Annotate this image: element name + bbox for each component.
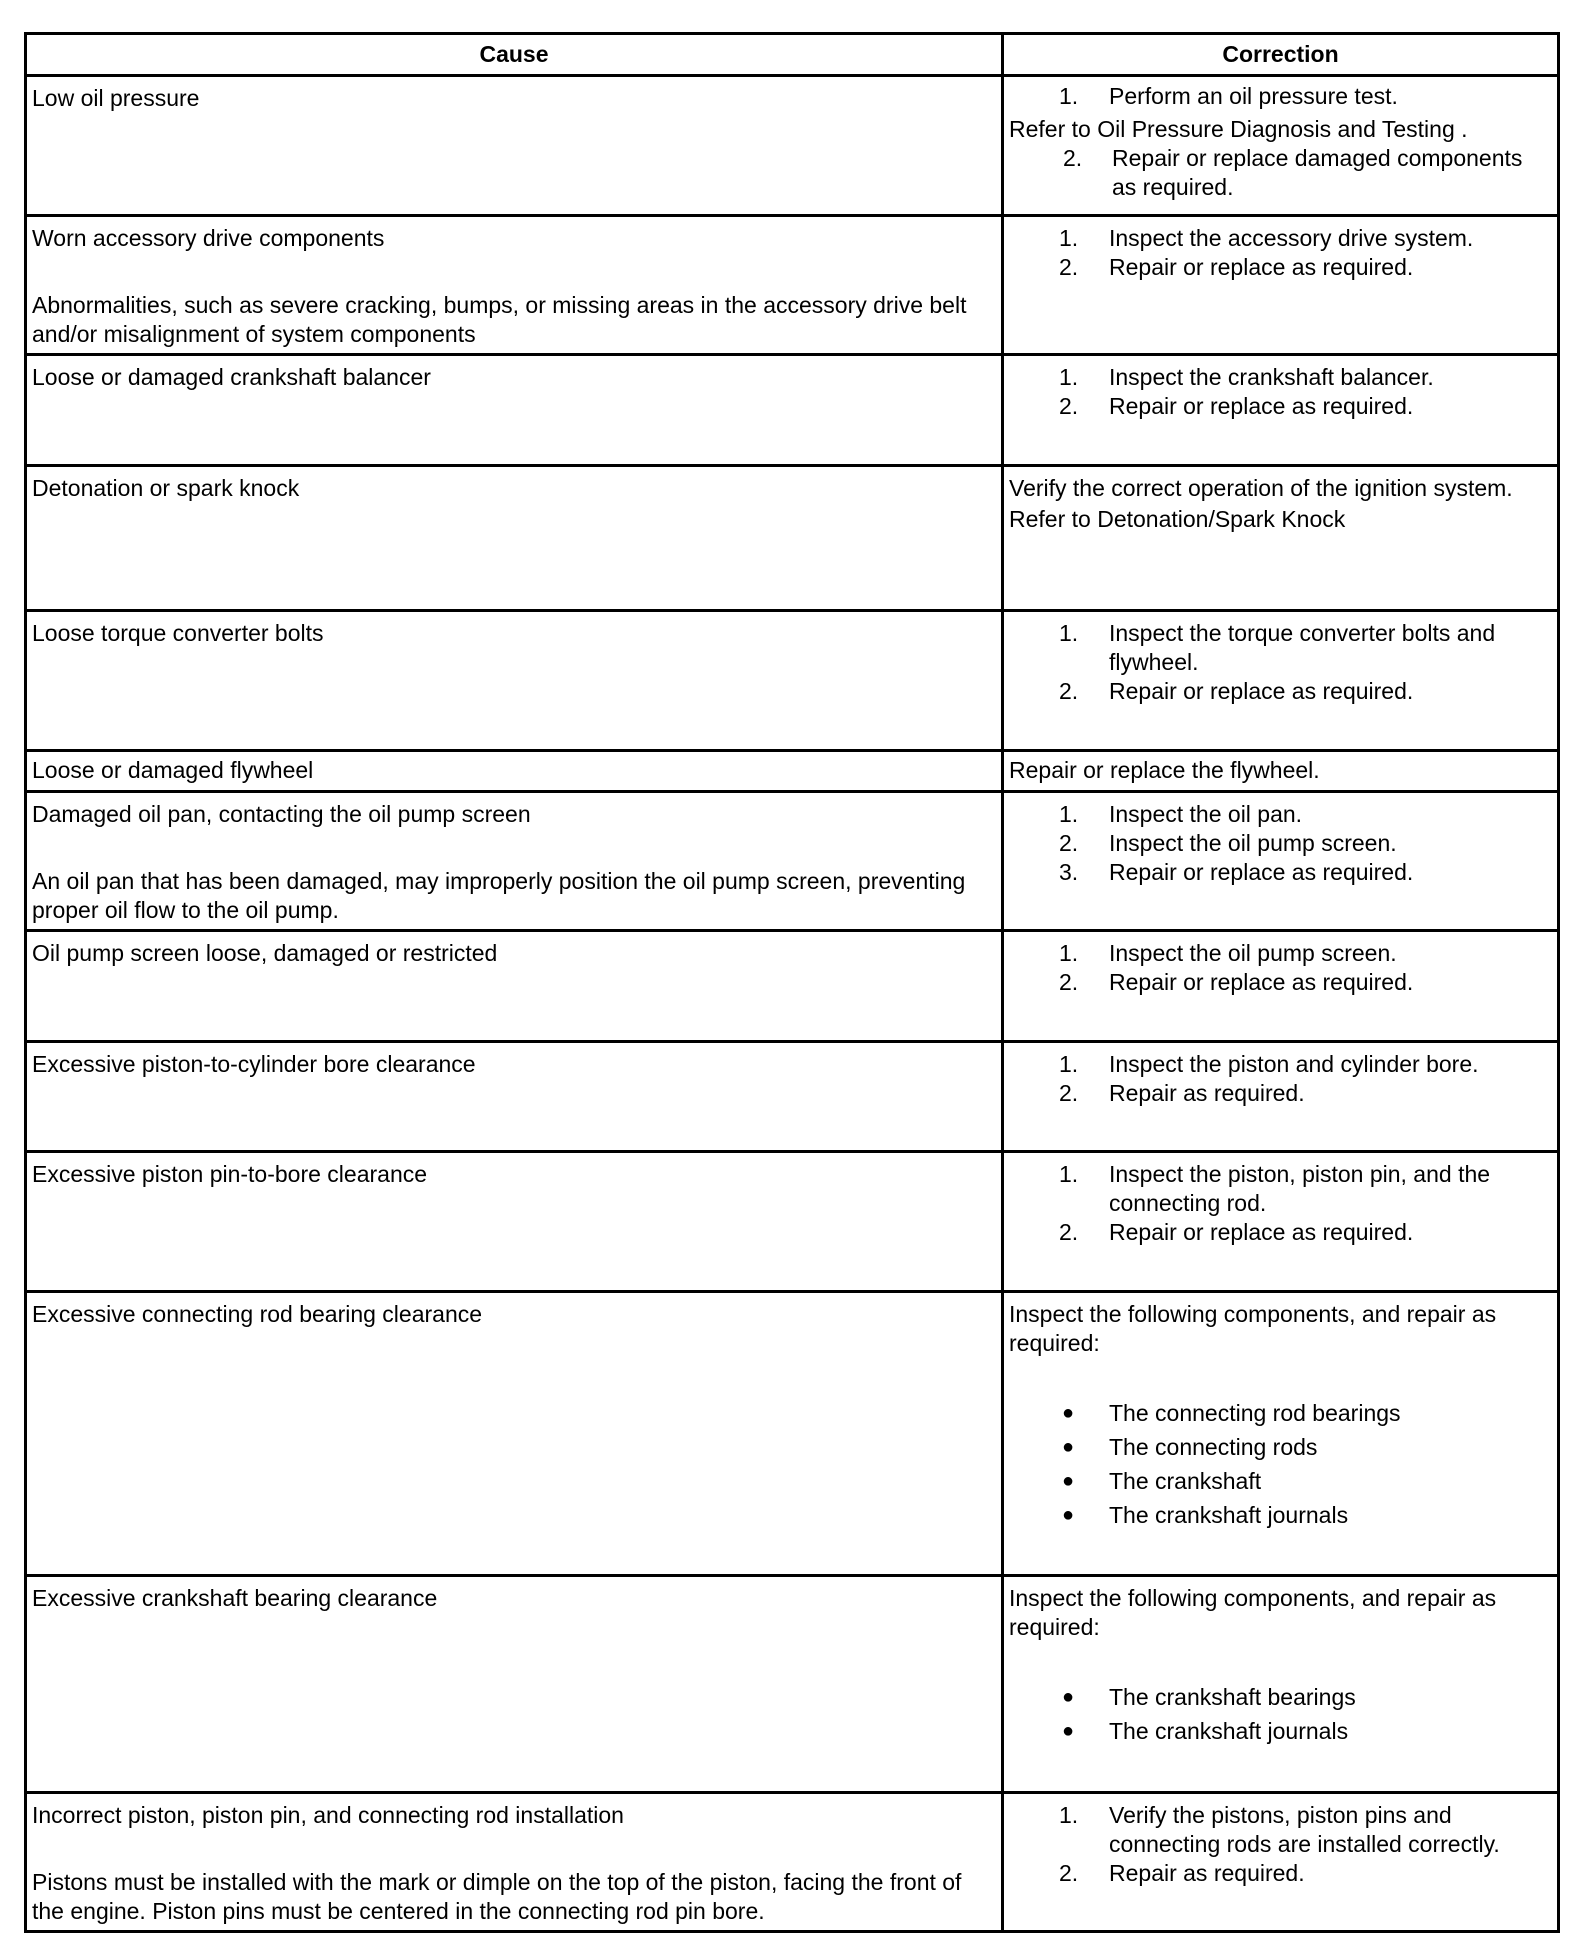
step-text: Inspect the crankshaft balancer. (1109, 364, 1434, 390)
correction-cell (1003, 355, 1559, 466)
list-item (1009, 829, 1552, 858)
bullet-text: The connecting rods (1109, 1434, 1318, 1460)
step-number: 2. (1063, 145, 1083, 171)
correction-cell (1003, 466, 1559, 611)
step-text: Inspect the oil pump screen. (1109, 830, 1397, 856)
step-list (1009, 800, 1552, 887)
step-list (1009, 619, 1552, 706)
diagnostic-table (24, 32, 1560, 1933)
list-item (1009, 1680, 1552, 1714)
step-number: 2. (1059, 1219, 1079, 1245)
bullet-icon: ● (1062, 1720, 1075, 1742)
step-list (1009, 1050, 1552, 1108)
table-row (26, 931, 1559, 1042)
cause-text: Loose or damaged crankshaft balancer (32, 364, 431, 390)
list-item (1009, 1218, 1552, 1247)
step-number: 1. (1059, 1161, 1079, 1187)
step-text: Repair as required. (1109, 1080, 1305, 1106)
step-number: 1. (1059, 1802, 1079, 1828)
step-number: 2. (1059, 393, 1079, 419)
cause-cell (26, 1292, 1003, 1576)
step-number: 2. (1059, 678, 1079, 704)
cause-text: Low oil pressure (32, 85, 200, 111)
step-list (1009, 363, 1552, 421)
bullet-icon: ● (1062, 1470, 1075, 1492)
step-text: Repair or replace as required. (1109, 859, 1414, 885)
step-list (1009, 82, 1552, 111)
step-text: Repair or replace as required. (1109, 393, 1414, 419)
correction-cell (1003, 1576, 1559, 1793)
step-text: Verify the pistons, piston pins and connecting rods are installed correctly. (1109, 1802, 1500, 1857)
cause-text: Loose torque converter bolts (32, 620, 324, 646)
step-number: 1. (1059, 364, 1079, 390)
step-number: 1. (1059, 225, 1079, 251)
step-text: Repair or replace as required. (1109, 254, 1414, 280)
table-row (26, 1793, 1559, 1932)
list-item (1009, 1859, 1552, 1888)
cause-cell (26, 355, 1003, 466)
bullet-icon: ● (1062, 1504, 1075, 1526)
correction-cell (1003, 1152, 1559, 1292)
table-row (26, 466, 1559, 611)
list-item (1009, 1430, 1552, 1464)
cause-text: Oil pump screen loose, damaged or restricted (32, 940, 498, 966)
table-row (26, 355, 1559, 466)
step-list (1009, 939, 1552, 997)
header-cause: Cause (26, 34, 1003, 76)
list-item (1009, 1464, 1552, 1498)
bullet-text: The crankshaft journals (1109, 1502, 1349, 1528)
step-number: 2. (1059, 830, 1079, 856)
bullet-icon: ● (1062, 1402, 1075, 1424)
list-item (1009, 1050, 1552, 1079)
cause-cell (26, 931, 1003, 1042)
cause-note: Abnormalities, such as severe cracking, bumps, or missing areas in the accessory drive belt and/or misalignment of system components (32, 292, 967, 347)
correction-cell (1003, 792, 1559, 931)
step-text: Repair or replace as required. (1109, 969, 1414, 995)
cause-text: Excessive connecting rod bearing clearance (32, 1301, 483, 1327)
step-text: Inspect the oil pan. (1109, 801, 1303, 827)
step-number: 1. (1059, 801, 1079, 827)
list-item (1009, 82, 1552, 111)
step-number: 1. (1059, 1051, 1079, 1077)
table-header-row (26, 34, 1559, 76)
table-row (26, 792, 1559, 931)
step-text: Repair or replace as required. (1109, 1219, 1414, 1245)
correction-cell (1003, 1793, 1559, 1932)
list-item (1009, 858, 1552, 887)
bullet-text: The crankshaft bearings (1109, 1684, 1356, 1710)
cause-text: Worn accessory drive components (32, 225, 385, 251)
list-item (1009, 1498, 1552, 1532)
list-item (1009, 1396, 1552, 1430)
list-item (1009, 619, 1552, 677)
list-item (1009, 1160, 1552, 1218)
step-number: 2. (1059, 969, 1079, 995)
step-list (1009, 144, 1552, 202)
list-item (1009, 224, 1552, 253)
bullet-icon: ● (1062, 1686, 1075, 1708)
table-row (26, 216, 1559, 355)
step-number: 2. (1059, 1080, 1079, 1106)
table-row (26, 1042, 1559, 1152)
cause-cell (26, 1793, 1003, 1932)
cause-text: Excessive crankshaft bearing clearance (32, 1585, 438, 1611)
step-number: 2. (1059, 1860, 1079, 1886)
step-text: Inspect the piston and cylinder bore. (1109, 1051, 1479, 1077)
cause-cell (26, 466, 1003, 611)
cause-text: Damaged oil pan, contacting the oil pump screen (32, 801, 531, 827)
table-row (26, 1576, 1559, 1793)
header-correction: Correction (1003, 34, 1559, 76)
correction-text: Inspect the following components, and repair as required: (1009, 1585, 1497, 1640)
cause-cell (26, 792, 1003, 931)
correction-cell (1003, 751, 1559, 792)
cause-cell (26, 751, 1003, 792)
bullet-list (1009, 1396, 1552, 1532)
step-text: Repair or replace damaged components as required. (1112, 145, 1523, 200)
step-list (1009, 224, 1552, 282)
step-text: Perform an oil pressure test. (1109, 83, 1398, 109)
step-number: 1. (1059, 620, 1079, 646)
list-item (1009, 1079, 1552, 1108)
list-item (1009, 968, 1552, 997)
list-item (1009, 392, 1552, 421)
correction-cell (1003, 216, 1559, 355)
cause-text: Loose or damaged flywheel (32, 757, 314, 783)
cause-text: Excessive piston pin-to-bore clearance (32, 1161, 428, 1187)
table-row (26, 1292, 1559, 1576)
correction-cell (1003, 1292, 1559, 1576)
list-item (1009, 1801, 1552, 1859)
list-item (1009, 253, 1552, 282)
step-number: 1. (1059, 940, 1079, 966)
cause-cell (26, 1042, 1003, 1152)
step-number: 1. (1059, 83, 1079, 109)
step-text: Inspect the torque converter bolts and flywheel. (1109, 620, 1496, 675)
bullet-text: The connecting rod bearings (1109, 1400, 1401, 1426)
cause-note: Pistons must be installed with the mark or dimple on the top of the piston, facing the front of the engine. Piston pins must be centered in the connecting rod pin bore. (32, 1869, 962, 1924)
step-text: Inspect the oil pump screen. (1109, 940, 1397, 966)
correction-text: Refer to Oil Pressure Diagnosis and Testing . (1009, 116, 1468, 142)
list-item (1009, 1714, 1552, 1748)
correction-cell (1003, 611, 1559, 751)
step-number: 3. (1059, 859, 1079, 885)
step-list (1009, 1801, 1552, 1888)
table-row (26, 1152, 1559, 1292)
bullet-list (1009, 1680, 1552, 1748)
bullet-icon: ● (1062, 1436, 1075, 1458)
bullet-text: The crankshaft (1109, 1468, 1262, 1494)
cause-cell (26, 611, 1003, 751)
correction-text: Inspect the following components, and repair as required: (1009, 1301, 1497, 1356)
correction-cell (1003, 1042, 1559, 1152)
cause-text: Incorrect piston, piston pin, and connecting rod installation (32, 1802, 624, 1828)
cause-text: Excessive piston-to-cylinder bore clearance (32, 1051, 476, 1077)
cause-text: Detonation or spark knock (32, 475, 300, 501)
correction-reference: Refer to Detonation/Spark Knock (1009, 506, 1346, 532)
step-list (1009, 1160, 1552, 1247)
list-item (1009, 677, 1552, 706)
cause-cell (26, 1576, 1003, 1793)
correction-cell (1003, 76, 1559, 216)
table-row (26, 751, 1559, 792)
list-item (1009, 939, 1552, 968)
step-text: Repair as required. (1109, 1860, 1305, 1886)
cause-note: An oil pan that has been damaged, may improperly position the oil pump screen, preventing proper oil flow to the oil pump. (32, 868, 966, 923)
step-text: Inspect the accessory drive system. (1109, 225, 1474, 251)
table-row (26, 76, 1559, 216)
correction-cell (1003, 931, 1559, 1042)
cause-cell (26, 1152, 1003, 1292)
list-item (1009, 363, 1552, 392)
cause-cell (26, 76, 1003, 216)
correction-text: Repair or replace the flywheel. (1009, 757, 1320, 783)
table-row (26, 611, 1559, 751)
step-number: 2. (1059, 254, 1079, 280)
step-text: Inspect the piston, piston pin, and the connecting rod. (1109, 1161, 1491, 1216)
step-text: Repair or replace as required. (1109, 678, 1414, 704)
bullet-text: The crankshaft journals (1109, 1718, 1349, 1744)
cause-cell (26, 216, 1003, 355)
list-item (1009, 800, 1552, 829)
list-item (1009, 144, 1552, 202)
correction-text: Verify the correct operation of the ignition system. (1009, 475, 1513, 501)
